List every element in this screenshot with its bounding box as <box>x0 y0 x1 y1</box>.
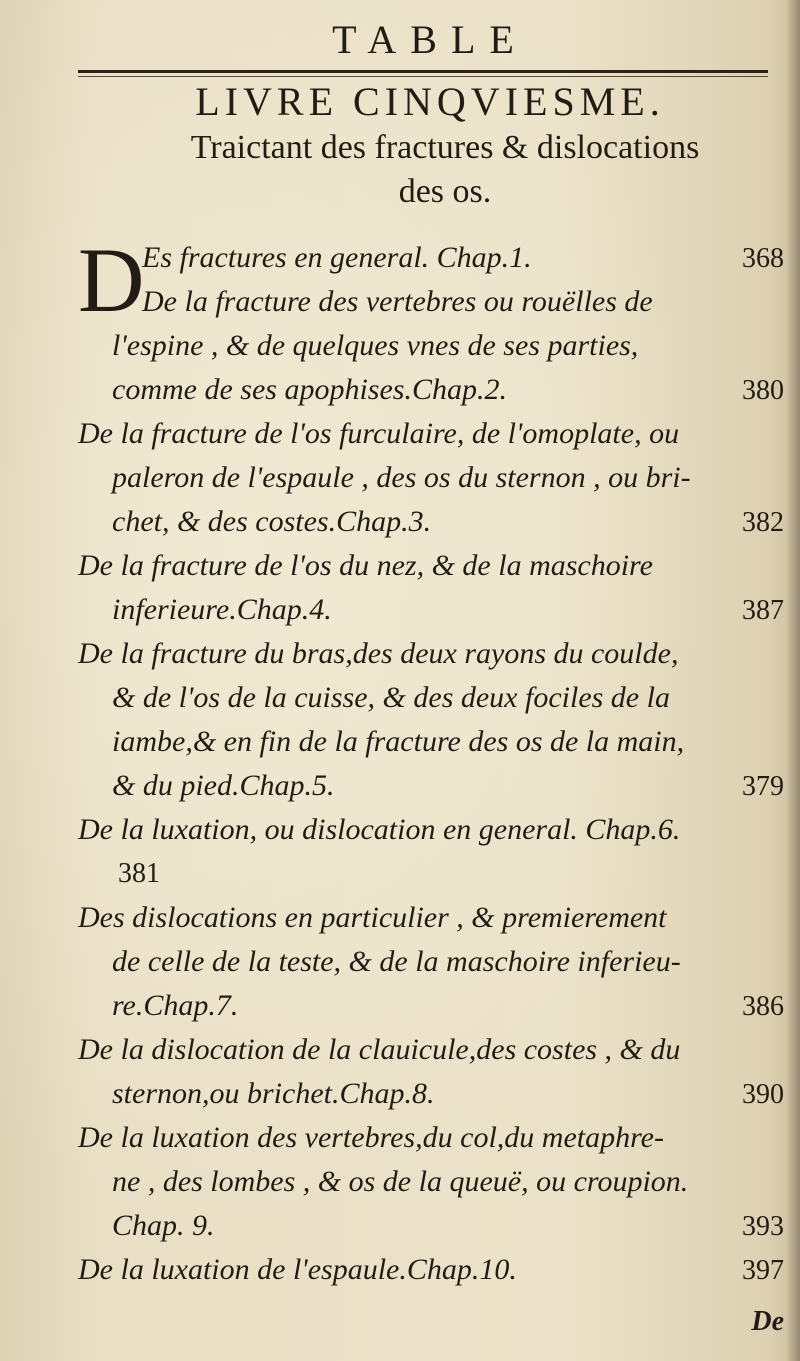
entry-page-number: 397 <box>742 1255 784 1286</box>
toc-entry <box>78 1248 790 1292</box>
entry-text: sternon,ou brichet.Chap.8. <box>112 1077 435 1110</box>
entry-page-number: 390 <box>742 1079 784 1110</box>
toc-entry <box>78 544 790 632</box>
entry-text: iambe,& en fin de la fracture des os de la main, <box>112 725 685 758</box>
entry-text: chet, & des costes.Chap.3. <box>112 505 432 538</box>
entry-page-number: 386 <box>742 991 784 1022</box>
table-of-contents <box>78 229 790 1292</box>
entry-page-number: 387 <box>742 595 784 626</box>
entry-text: Chap. 9. <box>112 1209 215 1242</box>
entry-text: paleron de l'espaule , des os du sternon , ou bri- <box>112 461 691 494</box>
entry-text: ne , des lombes , & os de la queuë, ou croupion. <box>112 1165 689 1198</box>
entry-text: De la fracture de l'os du nez, & de la maschoire <box>78 549 653 582</box>
head-rule-thin <box>78 76 768 77</box>
entry-text: de celle de la teste, & de la maschoire inferieu- <box>112 945 681 978</box>
entry-text: re.Chap.7. <box>112 989 239 1022</box>
subtitle-line: Traictant des fractures & dislocations <box>190 129 700 166</box>
toc-entry <box>78 1028 790 1116</box>
book-title: LIVRE CINQVIESME. <box>195 79 665 124</box>
toc-entry <box>78 1116 790 1248</box>
entry-page-number: 380 <box>742 375 784 406</box>
entry-text: inferieure.Chap.4. <box>112 593 332 626</box>
toc-entry <box>78 412 790 544</box>
entry-text: l'espine , & de quelques vnes de ses parties, <box>112 329 639 362</box>
catchword: De <box>751 1306 784 1337</box>
entry-page-number: 379 <box>742 771 784 802</box>
entry-text: Des dislocations en particulier , & premierement <box>78 901 667 934</box>
entry-page-number: 393 <box>742 1211 784 1242</box>
entry-text: & de l'os de la cuisse, & des deux fociles de la <box>112 681 670 714</box>
head-rule <box>78 70 768 73</box>
entry-text: comme de ses apophises.Chap.2. <box>112 373 507 406</box>
toc-entry <box>78 896 790 1028</box>
entry-page-number: 368 <box>742 243 784 274</box>
entry-text: De la luxation des vertebres,du col,du metaphre- <box>78 1121 664 1154</box>
book-subtitle <box>90 126 800 214</box>
toc-entry <box>78 632 790 808</box>
drop-capital: D <box>78 229 145 331</box>
entry-text: De la fracture des vertebres ou rouëlles de <box>142 285 653 318</box>
entry-text: De la luxation de l'espaule.Chap.10. <box>78 1253 517 1286</box>
entry-text: De la dislocation de la clauicule,des costes , & du <box>78 1033 681 1066</box>
entry-page-number: 381 <box>118 858 160 889</box>
subtitle-line: des os. <box>398 173 492 210</box>
entry-text: De la luxation, ou dislocation en general. Chap.6. <box>78 813 681 846</box>
entry-text: De la fracture du bras,des deux rayons du coulde, <box>78 637 679 670</box>
page-edge-shadow <box>786 0 800 1361</box>
entry-page-number: 382 <box>742 507 784 538</box>
entry-text: Es fractures en general. Chap.1. <box>142 241 532 274</box>
entry-text: & du pied.Chap.5. <box>112 769 335 802</box>
toc-entry <box>78 280 790 412</box>
running-head: TABLE <box>332 17 528 62</box>
entry-text: De la fracture de l'os furculaire, de l'omoplate, ou <box>78 417 680 450</box>
toc-entry <box>78 808 790 896</box>
